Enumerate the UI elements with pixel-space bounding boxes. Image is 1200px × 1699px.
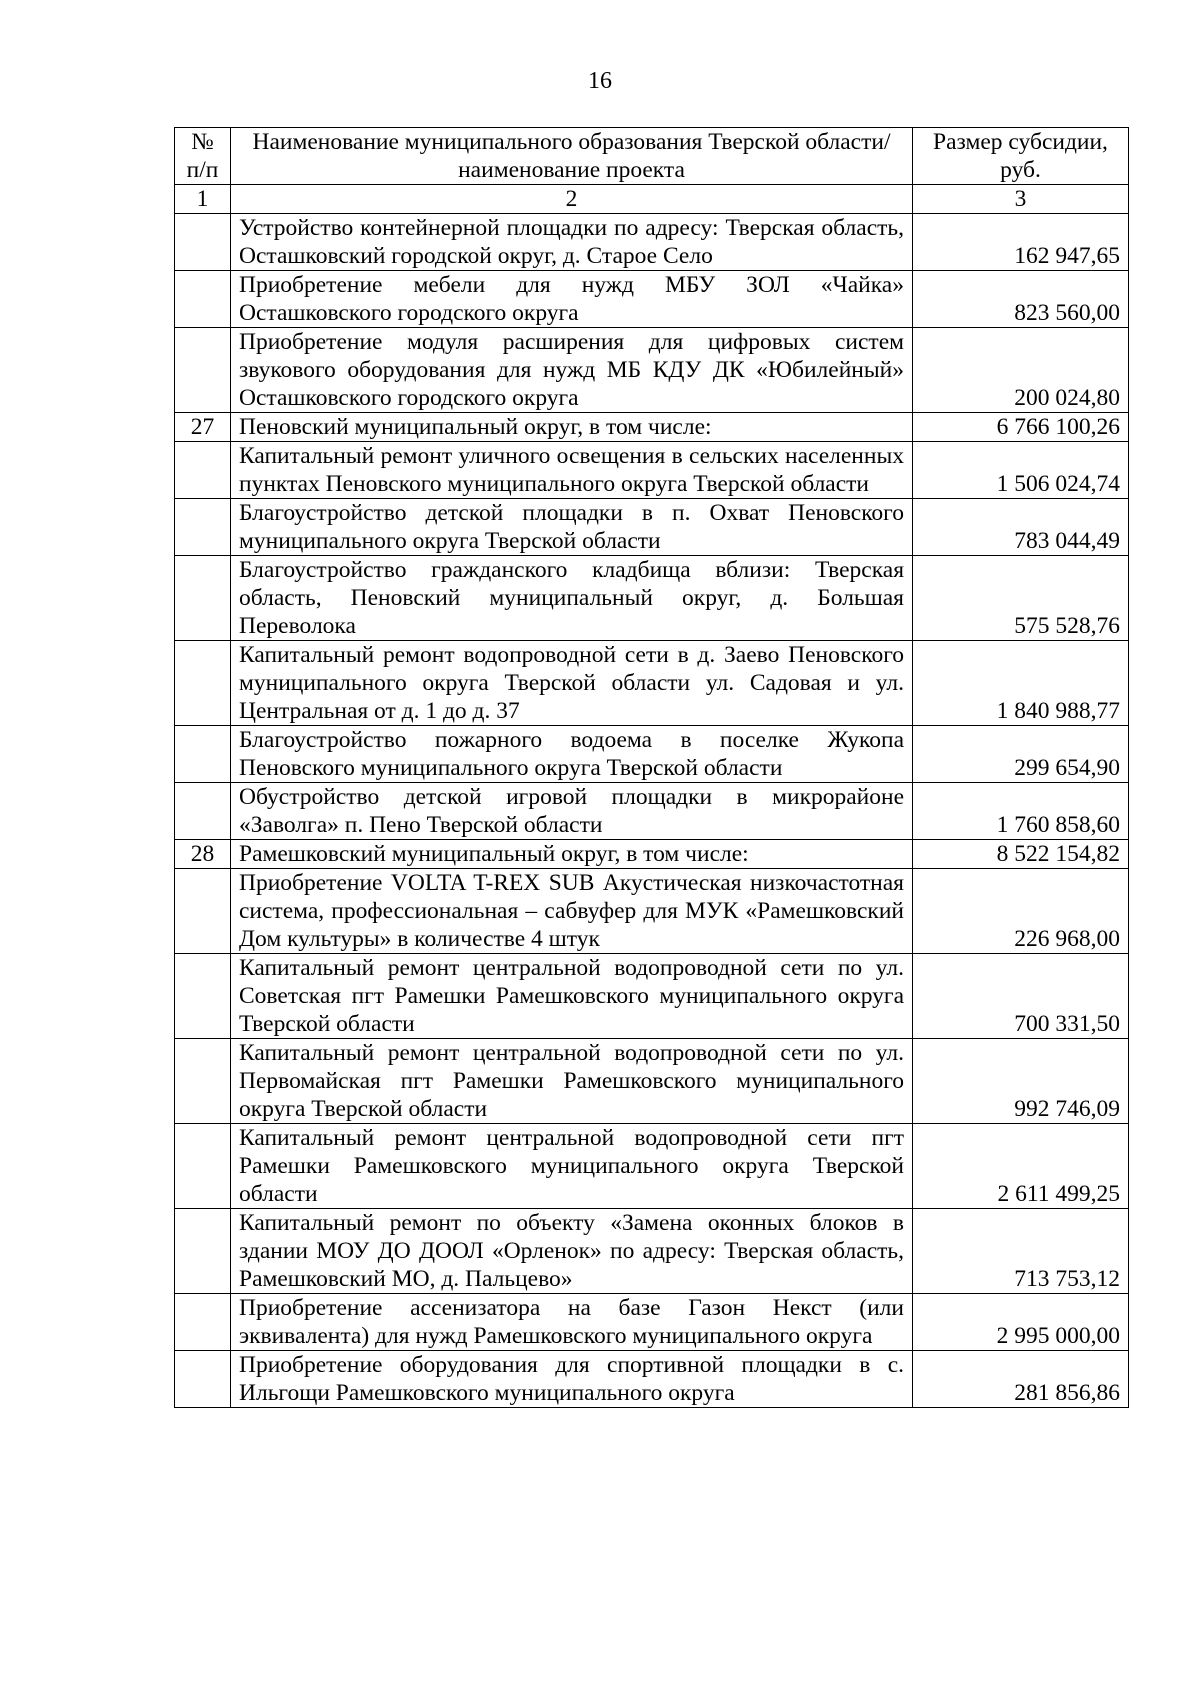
- row-number: [175, 1294, 231, 1351]
- table-row-group: [175, 840, 1129, 869]
- row-number: [175, 726, 231, 783]
- row-name: Благоустройство детской площадки в п. Охват Пеновского муниципального округа Тверской области: [231, 499, 913, 556]
- row-number: [175, 442, 231, 499]
- row-name: Капитальный ремонт уличного освещения в сельских населенных пунктах Пеновского муниципального округа Тверской области: [231, 442, 913, 499]
- row-name: Приобретение модуля расширения для цифровых систем звукового оборудования для нужд МБ КДУ ДК «Юбилейный» Осташковского городского округа: [231, 328, 913, 413]
- subsidy-table: [174, 127, 1129, 1408]
- row-amount: 200 024,80: [913, 328, 1129, 413]
- column-number-2: 2: [231, 185, 913, 214]
- row-number: [175, 641, 231, 726]
- table-row: [175, 1351, 1129, 1408]
- table-row: [175, 328, 1129, 413]
- table-row: [175, 869, 1129, 954]
- table-row: [175, 783, 1129, 840]
- row-number: [175, 954, 231, 1039]
- row-name: Капитальный ремонт водопроводной сети в д. Заево Пеновского муниципального округа Тверской области ул. Садовая и ул. Центральная от д. 1 до д. 37: [231, 641, 913, 726]
- row-amount: 1 506 024,74: [913, 442, 1129, 499]
- row-number: [175, 1209, 231, 1294]
- table-row: [175, 641, 1129, 726]
- row-name: Приобретение ассенизатора на базе Газон Некст (или эквивалента) для нужд Рамешковского муниципального округа: [231, 1294, 913, 1351]
- page-number: 16: [588, 68, 612, 94]
- table-row: [175, 1294, 1129, 1351]
- row-name: Приобретение VOLTA T-REX SUB Акустическая низкочастотная система, профессиональная – сабвуфер для МУК «Рамешковский Дом культуры» в количестве 4 штук: [231, 869, 913, 954]
- row-name: Капитальный ремонт по объекту «Замена оконных блоков в здании МОУ ДО ДООЛ «Орленок» по адресу: Тверская область, Рамешковский МО, д. Пальцево»: [231, 1209, 913, 1294]
- row-amount: 299 654,90: [913, 726, 1129, 783]
- table-row: [175, 1039, 1129, 1124]
- row-amount: 6 766 100,26: [913, 413, 1129, 442]
- row-number: [175, 869, 231, 954]
- table-row: [175, 1209, 1129, 1294]
- row-name: Пеновский муниципальный округ, в том числе:: [231, 413, 913, 442]
- row-name: Рамешковский муниципальный округ, в том числе:: [231, 840, 913, 869]
- row-amount: 823 560,00: [913, 271, 1129, 328]
- table-row: [175, 1124, 1129, 1209]
- row-amount: 8 522 154,82: [913, 840, 1129, 869]
- header-num: № п/п: [175, 128, 231, 185]
- row-number: 28: [175, 840, 231, 869]
- row-number: [175, 1351, 231, 1408]
- row-amount: 700 331,50: [913, 954, 1129, 1039]
- row-name: Приобретение мебели для нужд МБУ ЗОЛ «Чайка» Осташковского городского округа: [231, 271, 913, 328]
- row-number: [175, 271, 231, 328]
- column-number-1: 1: [175, 185, 231, 214]
- table-row: [175, 726, 1129, 783]
- column-number-row: [175, 185, 1129, 214]
- row-amount: 2 611 499,25: [913, 1124, 1129, 1209]
- table-row: [175, 556, 1129, 641]
- row-number: [175, 1124, 231, 1209]
- row-name: Капитальный ремонт центральной водопроводной сети по ул. Первомайская пгт Рамешки Рамешковского муниципального округа Тверской области: [231, 1039, 913, 1124]
- row-amount: 575 528,76: [913, 556, 1129, 641]
- row-amount: 1 760 858,60: [913, 783, 1129, 840]
- row-number: [175, 214, 231, 271]
- row-name: Приобретение оборудования для спортивной площадки в с. Ильгощи Рамешковского муниципального округа: [231, 1351, 913, 1408]
- row-amount: 783 044,49: [913, 499, 1129, 556]
- header-row: [175, 128, 1129, 185]
- row-amount: 281 856,86: [913, 1351, 1129, 1408]
- row-name: Устройство контейнерной площадки по адресу: Тверская область, Осташковский городской округ, д. Старое Село: [231, 214, 913, 271]
- table-row: [175, 214, 1129, 271]
- row-number: 27: [175, 413, 231, 442]
- row-name: Благоустройство пожарного водоема в поселке Жукопа Пеновского муниципального округа Тверской области: [231, 726, 913, 783]
- row-number: [175, 783, 231, 840]
- row-name: Капитальный ремонт центральной водопроводной сети по ул. Советская пгт Рамешки Рамешковского муниципального округа Тверской области: [231, 954, 913, 1039]
- row-number: [175, 1039, 231, 1124]
- row-amount: 713 753,12: [913, 1209, 1129, 1294]
- row-amount: 1 840 988,77: [913, 641, 1129, 726]
- row-amount: 2 995 000,00: [913, 1294, 1129, 1351]
- row-number: [175, 556, 231, 641]
- table-row: [175, 271, 1129, 328]
- row-number: [175, 328, 231, 413]
- row-number: [175, 499, 231, 556]
- table-row: [175, 442, 1129, 499]
- row-name: Капитальный ремонт центральной водопроводной сети пгт Рамешки Рамешковского муниципального округа Тверской области: [231, 1124, 913, 1209]
- table-row: [175, 499, 1129, 556]
- row-name: Благоустройство гражданского кладбища вблизи: Тверская область, Пеновский муниципальный округ, д. Большая Переволока: [231, 556, 913, 641]
- row-amount: 226 968,00: [913, 869, 1129, 954]
- row-amount: 162 947,65: [913, 214, 1129, 271]
- row-name: Обустройство детской игровой площадки в микрорайоне «Заволга» п. Пено Тверской области: [231, 783, 913, 840]
- header-name: Наименование муниципального образования Тверской области/наименование проекта: [231, 128, 913, 185]
- row-amount: 992 746,09: [913, 1039, 1129, 1124]
- table-row-group: [175, 413, 1129, 442]
- header-amount: Размер субсидии, руб.: [913, 128, 1129, 185]
- table-row: [175, 954, 1129, 1039]
- column-number-3: 3: [913, 185, 1129, 214]
